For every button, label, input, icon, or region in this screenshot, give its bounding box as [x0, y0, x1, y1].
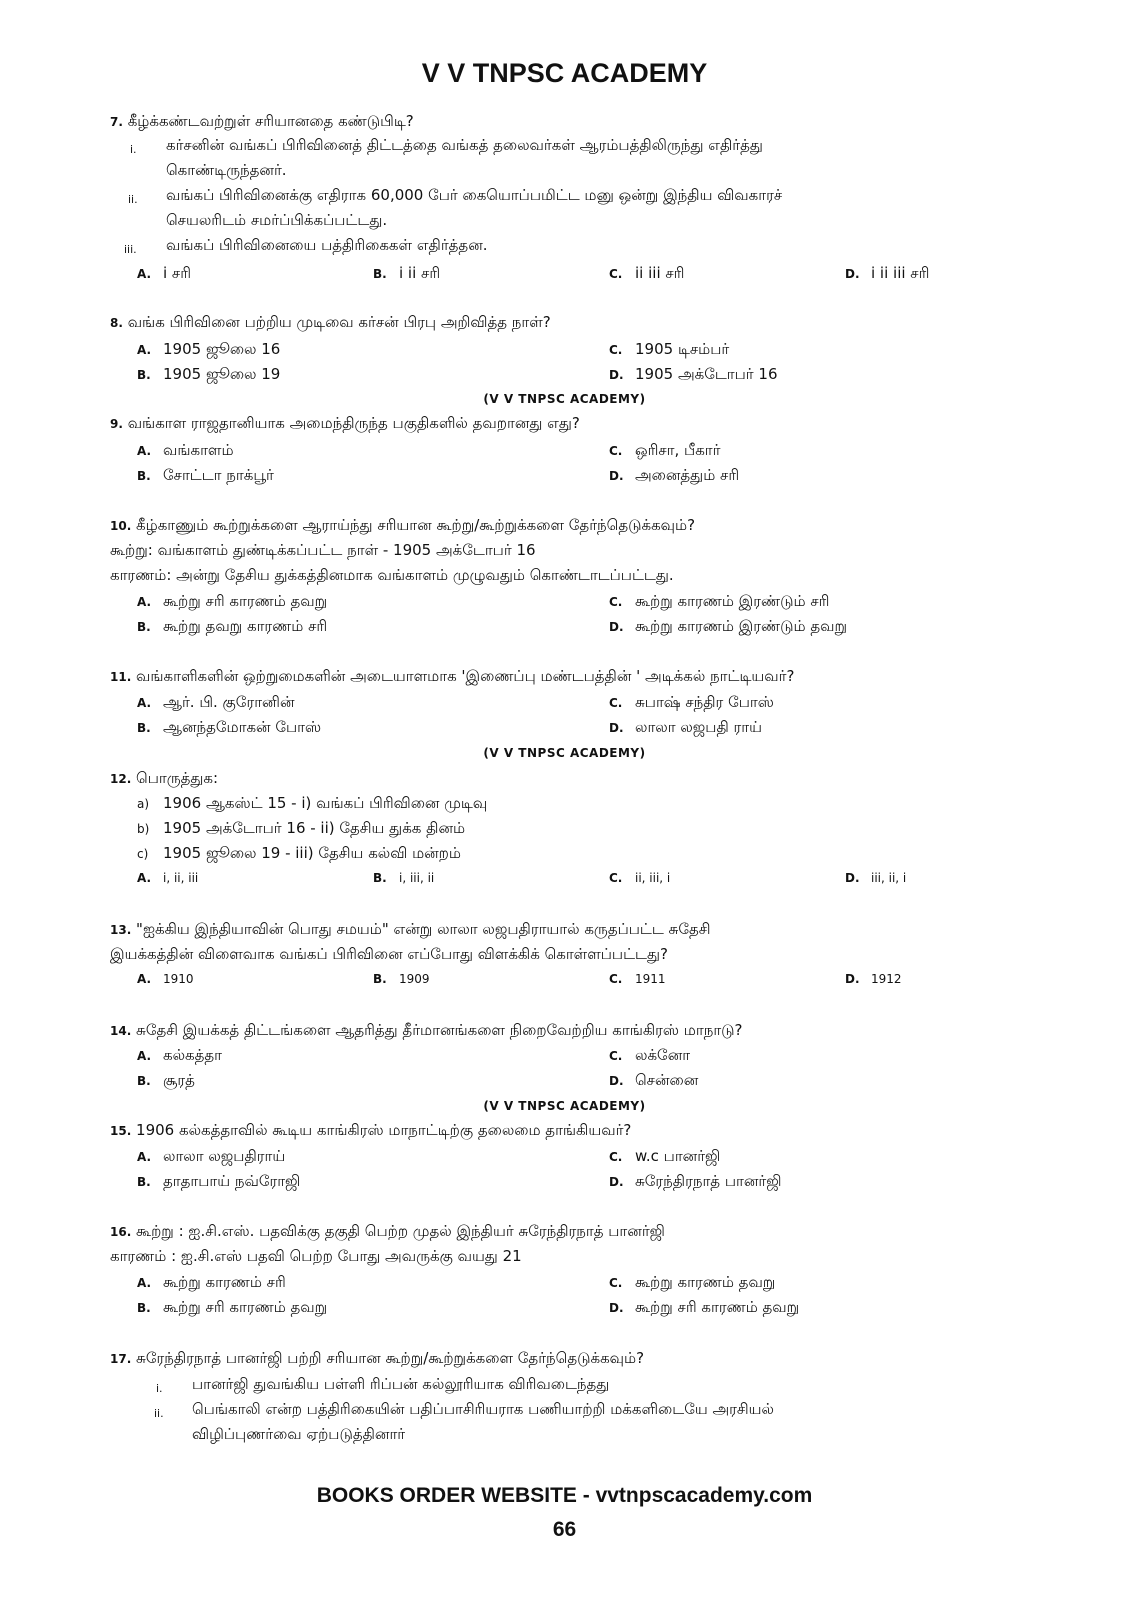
footer-website: BOOKS ORDER WEBSITE - vvtnpscacademy.com [316, 1484, 813, 1507]
option-a: A. i, ii, iii [137, 871, 199, 885]
roman-numeral: ii. [154, 1407, 164, 1420]
question-number: 9. [110, 417, 123, 431]
question-number: 17. [110, 1352, 132, 1366]
statement-line: கொண்டிருந்தனர். [166, 161, 287, 179]
statement: கூற்று: வங்காளம் துண்டிக்கப்பட்ட நாள் - 1905 அக்டோபர் 16 [110, 541, 536, 559]
option-a: A. கூற்று சரி காரணம் தவறு [137, 592, 328, 610]
page-title: V V TNPSC ACADEMY [421, 58, 708, 88]
question-15 [110, 1121, 631, 1140]
option-a: A. ஆர். பி. குரோனின் [137, 693, 295, 711]
question-text: வங்காள ராஜதானியாக அமைந்திருந்த பகுதிகளில் தவறானது எது? [127, 414, 580, 432]
question-number: 15. [110, 1124, 132, 1138]
watermark-label: (V V TNPSC ACADEMY) [483, 1099, 646, 1113]
question-number: 10. [110, 519, 132, 533]
question-text: சுரேந்திரநாத் பானர்ஜி பற்றி சரியான கூற்று/கூற்றுக்களை தேர்ந்தெடுக்கவும்? [136, 1349, 645, 1367]
option-b: B. ஆனந்தமோகன் போஸ் [137, 718, 322, 736]
option-b: B. கூற்று சரி காரணம் தவறு [137, 1298, 328, 1316]
option-a: A. கல்கத்தா [137, 1046, 223, 1064]
roman-numeral: i. [156, 1382, 163, 1395]
roman-numeral: iii. [124, 243, 137, 256]
match-item: a) 1906 ஆகஸ்ட் 15 - i) வங்கப் பிரிவினை முடிவு [137, 794, 488, 812]
question-number: 7. [110, 115, 123, 129]
statement-line: வங்கப் பிரிவினைக்கு எதிராக 60,000 பேர் கையொப்பமிட்ட மனு ஒன்று இந்திய விவகாரச் [166, 186, 783, 204]
option-a: A. லாலா லஜபதிராய் [137, 1147, 286, 1165]
option-d: D. அனைத்தும் சரி [609, 466, 740, 484]
option-c: C. 1905 டிசம்பர் [609, 340, 730, 358]
question-text: 1906 கல்கத்தாவில் கூடிய காங்கிரஸ் மாநாட்டிற்கு தலைமை தாங்கியவர்? [136, 1121, 632, 1139]
question-10 [110, 516, 695, 535]
question-text: "ஐக்கிய இந்தியாவின் பொது சமயம்" என்று லாலா லஜபதிராயால் கருதப்பட்ட சுதேசி [136, 920, 711, 938]
question-text: இயக்கத்தின் விளைவாக வங்கப் பிரிவினை எப்போது விளக்கிக் கொள்ளப்பட்டது? [110, 945, 668, 963]
question-number: 13. [110, 923, 132, 937]
question-12 [110, 769, 218, 788]
option-c: C. ii, iii, i [609, 871, 671, 885]
match-item: b) 1905 அக்டோபர் 16 - ii) தேசிய துக்க தினம் [137, 819, 466, 837]
option-d: D. iii, ii, i [845, 871, 907, 885]
question-text: வங்காளிகளின் ஒற்றுமைகளின் அடையாளமாக 'இணைப்பு மண்டபத்தின் ' அடிக்கல் நாட்டியவர்? [136, 667, 795, 685]
option-c: C. கூற்று காரணம் தவறு [609, 1273, 776, 1291]
question-9 [110, 414, 580, 433]
option-c: C. சுபாஷ் சந்திர போஸ் [609, 693, 774, 711]
option-c: C. ii iii சரி [609, 264, 685, 282]
option-d: D. கூற்று காரணம் இரண்டும் தவறு [609, 617, 847, 635]
statement-line: வங்கப் பிரிவினையை பத்திரிகைகள் எதிர்த்தன. [166, 236, 488, 254]
statement-line: பானர்ஜி துவங்கிய பள்ளி ரிப்பன் கல்லூரியாக விரிவடைந்தது [192, 1375, 610, 1393]
option-b: B. தாதாபாய் நவ்ரோஜி [137, 1172, 301, 1190]
question-number: 16. [110, 1225, 132, 1239]
question-number: 14. [110, 1024, 132, 1038]
question-16 [110, 1222, 665, 1241]
option-c: C. லக்னோ [609, 1046, 691, 1064]
option-d: D. i ii iii சரி [845, 264, 930, 282]
question-8 [110, 313, 551, 332]
question-text: வங்க பிரிவினை பற்றிய முடிவை கர்சன் பிரபு அறிவித்த நாள்? [127, 313, 551, 331]
watermark-label: (V V TNPSC ACADEMY) [483, 746, 646, 760]
statement-line: பெங்காலி என்ற பத்திரிகையின் பதிப்பாசிரியராக பணியாற்றி மக்களிடையே அரசியல் [192, 1400, 774, 1418]
option-a: A. கூற்று காரணம் சரி [137, 1273, 286, 1291]
option-d: D. லாலா லஜபதி ராய் [609, 718, 762, 736]
option-c: C. w.c பானர்ஜி [609, 1147, 721, 1165]
question-11 [110, 667, 794, 686]
option-a: A. வங்காளம் [137, 441, 234, 459]
page-number: 66 [552, 1518, 577, 1541]
option-b: B. i ii சரி [373, 264, 441, 282]
question-number: 12. [110, 772, 132, 786]
roman-numeral: ii. [128, 193, 138, 206]
watermark-label: (V V TNPSC ACADEMY) [483, 392, 646, 406]
question-text: கீழ்க்கண்டவற்றுள் சரியானதை கண்டுபிடி? [127, 112, 414, 130]
question-13 [110, 920, 711, 939]
option-b: B. சூரத் [137, 1071, 195, 1089]
option-d: D. 1905 அக்டோபர் 16 [609, 365, 778, 383]
question-number: 11. [110, 670, 132, 684]
option-d: D. கூற்று சரி காரணம் தவறு [609, 1298, 800, 1316]
option-a: A. i சரி [137, 264, 192, 282]
option-c: C. 1911 [609, 972, 666, 986]
question-17 [110, 1349, 644, 1368]
match-item: c) 1905 ஜூலை 19 - iii) தேசிய கல்வி மன்றம் [137, 844, 461, 862]
reason: காரணம் : ஐ.சி.எஸ் பதவி பெற்ற போது அவருக்கு வயது 21 [110, 1247, 522, 1265]
option-c: C. கூற்று காரணம் இரண்டும் சரி [609, 592, 830, 610]
question-text: சுதேசி இயக்கத் திட்டங்களை ஆதரித்து தீர்மானங்களை நிறைவேற்றிய காங்கிரஸ் மாநாடு? [136, 1021, 743, 1039]
option-b: B. சோட்டா நாக்பூர் [137, 466, 274, 484]
reason: காரணம்: அன்று தேசிய துக்கத்தினமாக வங்காளம் முழுவதும் கொண்டாடப்பட்டது. [110, 566, 674, 584]
option-a: A. 1905 ஜூலை 16 [137, 340, 281, 358]
question-7 [110, 112, 414, 131]
statement: கூற்று : ஐ.சி.எஸ். பதவிக்கு தகுதி பெற்ற முதல் இந்தியர் சுரேந்திரநாத் பானர்ஜி [136, 1222, 665, 1240]
question-text: கீழ்காணும் கூற்றுக்களை ஆராய்ந்து சரியான கூற்று/கூற்றுக்களை தேர்ந்தெடுக்கவும்? [136, 516, 696, 534]
option-b: B. i, iii, ii [373, 871, 435, 885]
option-d: D. சென்னை [609, 1071, 699, 1089]
option-b: B. 1905 ஜூலை 19 [137, 365, 281, 383]
roman-numeral: i. [130, 143, 137, 156]
question-text: பொருத்துக: [136, 769, 219, 787]
question-14 [110, 1021, 743, 1040]
option-c: C. ஒரிசா, பீகார் [609, 441, 721, 459]
option-a: A. 1910 [137, 972, 194, 986]
option-b: B. கூற்று தவறு காரணம் சரி [137, 617, 328, 635]
statement-line: செயலரிடம் சமர்ப்பிக்கப்பட்டது. [166, 211, 388, 229]
statement-line: கர்சனின் வங்கப் பிரிவினைத் திட்டத்தை வங்கத் தலைவர்கள் ஆரம்பத்திலிருந்து எதிர்த்து [166, 136, 763, 154]
option-d: D. 1912 [845, 972, 902, 986]
option-b: B. 1909 [373, 972, 430, 986]
question-number: 8. [110, 316, 123, 330]
option-d: D. சுரேந்திரநாத் பானர்ஜி [609, 1172, 782, 1190]
statement-line: விழிப்புணர்வை ஏற்படுத்தினார் [192, 1425, 406, 1443]
